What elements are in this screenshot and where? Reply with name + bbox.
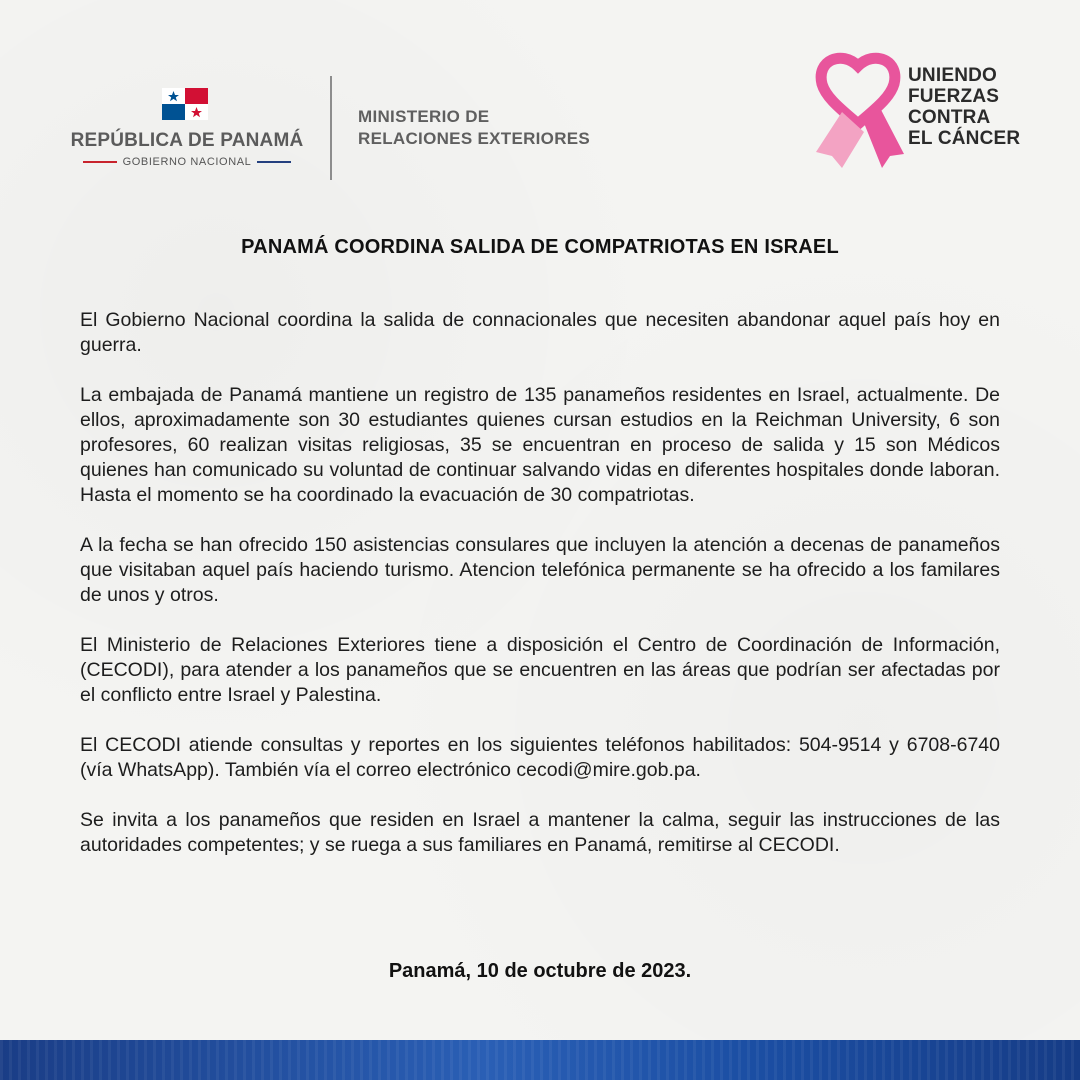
paragraph-4: El Ministerio de Relaciones Exteriores tiene a disposición el Centro de Coordinación de Información, (CECODI), para atender a los panameños que se encuentren en las áreas que podrían ser afectadas por el conflicto entre Israel y Palestina. (80, 634, 1000, 706)
ministry-line-2: RELACIONES EXTERIORES (358, 129, 591, 148)
header-divider (330, 76, 332, 180)
government-name: REPÚBLICA DE PANAMÁ (70, 130, 304, 151)
paragraph-6: Se invita a los panameños que residen en Israel a mantener la calma, seguir las instrucciones de las autoridades competentes; y se ruega a sus familiares en Panamá, remitirse al CECODI. (80, 809, 1000, 856)
bottom-decorative-bar (0, 1040, 1080, 1080)
government-subtitle (62, 156, 312, 168)
ministry-line-1: MINISTERIO DE (358, 107, 490, 126)
government-subtitle-text: GOBIERNO NACIONAL (122, 156, 252, 168)
pink-ribbon-heart-icon (812, 52, 904, 170)
panama-flag-icon (162, 88, 208, 120)
document-title: PANAMÁ COORDINA SALIDA DE COMPATRIOTAS EN ISRAEL (241, 236, 839, 258)
paragraph-3: A la fecha se han ofrecido 150 asistencias consulares que incluyen la atención a decenas de panameños que visitaban aquel país haciendo turismo. Atencion telefónica permanente se ha ofrecido a los familares de unos y otros. (80, 534, 1000, 606)
paragraph-2: La embajada de Panamá mantiene un registro de 135 panameños residentes en Israel, actualmente. De ellos, aproximadamente son 30 estudiantes quienes cursan estudios en la Reichman University, 6 son profesores, 60 realizan visitas religiosas, 35 se encuentran en proceso de salida y 15 son Médicos quienes han comunicado su voluntad de continuar salvando vidas en diferentes hospitales donde laboran. Hasta el momento se ha coordinado la evacuación de 30 compatriotas. (80, 384, 1000, 506)
campaign-line-2: FUERZAS (908, 86, 1000, 107)
signoff-date: Panamá, 10 de octubre de 2023. (388, 960, 692, 982)
paragraph-5: El CECODI atiende consultas y reportes en los siguientes teléfonos habilitados: 504-9514 y 6708-6740 (vía WhatsApp). También vía el correo electrónico cecodi@mire.gob.pa. (80, 734, 1000, 781)
ministry-name (358, 106, 590, 150)
campaign-line-4: EL CÁNCER (908, 128, 1021, 149)
campaign-line-1: UNIENDO (908, 65, 998, 86)
paragraph-1: El Gobierno Nacional coordina la salida de connacionales que necesiten abandonar aquel país hoy en guerra. (80, 309, 1000, 356)
campaign-line-3: CONTRA (908, 107, 991, 128)
government-logo (62, 86, 312, 176)
campaign-text (908, 65, 1020, 149)
document-body (80, 308, 1000, 883)
